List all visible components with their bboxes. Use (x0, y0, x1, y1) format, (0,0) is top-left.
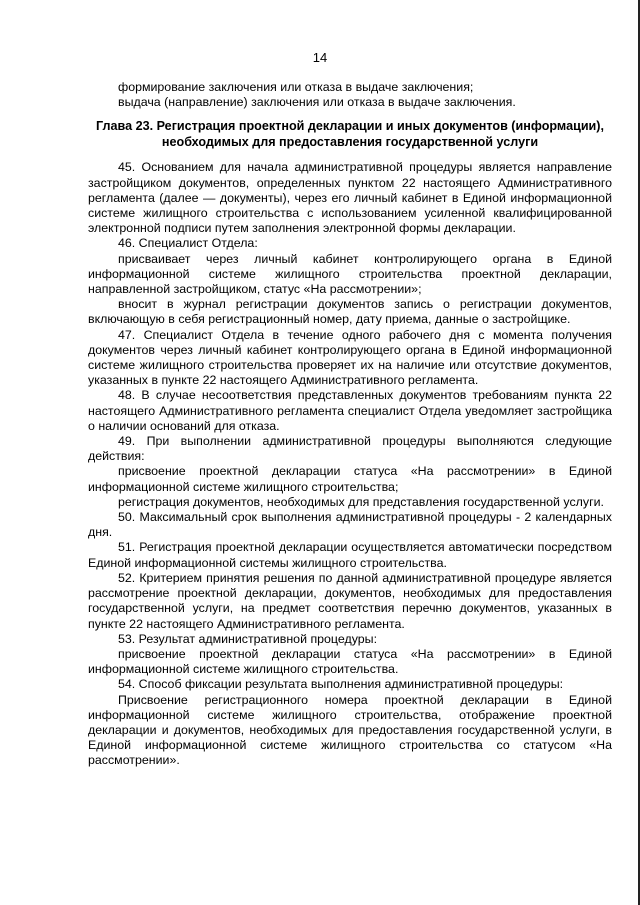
paragraph-54: 54. Способ фиксации результата выполнения административной процедуры: (118, 677, 564, 692)
paragraph: присвоение проектной декларации статуса «На рассмотрении» в Единой информационной системе жилищного строительства. (88, 646, 612, 677)
paragraph: присваивает через личный кабинет контролирующего органа в Единой информационной системе жилищного строительства проектной декларации, направленной застройщиком, статус «На рассмотрении»; (88, 251, 612, 297)
paragraph: регистрация документов, необходимых для представления государственной услуги. (118, 494, 604, 509)
list-item: выдача (направление) заключения или отказа в выдаче заключения. (118, 95, 516, 110)
paragraph-50: 50. Максимальный срок выполнения административной процедуры - 2 календарных дня. (88, 510, 612, 540)
paragraph-51: 51. Регистрация проектной декларации осуществляется автоматически посредством Единой информационной системы жилищного строительства. (88, 540, 612, 570)
paragraph-52: 52. Критерием принятия решения по данной административной процедуре является рассмотрение проектной декларации, документов, необходимых для предоставления государственной услуги, на предмет соответствия перечню документов, указанных в пункте 22 настоящего Административного регламента. (88, 570, 612, 631)
page-number: 14 (312, 50, 328, 65)
paragraph: присвоение проектной декларации статуса «На рассмотрении» в Единой информационной системе жилищного строительства; (88, 464, 612, 494)
page-content (88, 80, 612, 769)
paragraph: Присвоение регистрационного номера проектной декларации в Единой информационной системе жилищного строительства, отображение проектной декларации и документов, необходимых для предоставления государственной услуги, в Единой информационной системе жилищного строительства со статусом «На рассмотрении». (88, 692, 612, 768)
paragraph: вносит в журнал регистрации документов запись о регистрации документов, включающую в себя регистрационный номер, дату приема, данные о застройщике. (88, 297, 612, 327)
paragraph-45: 45. Основанием для начала административной процедуры является направление застройщиком документов, определенных пунктом 22 настоящего Административного регламента (далее — документы), через его личный кабинет в Единой информационной системе жилищного строительства с использованием усиленной квалифицированной электронной подписи путем заполнения электронной формы декларации. (88, 160, 612, 236)
paragraph-49: 49. При выполнении административной процедуры выполняются следующие действия: (88, 434, 612, 464)
paragraph-46: 46. Специалист Отдела: (118, 236, 258, 251)
paragraph-48: 48. В случае несоответствия представленных документов требованиям пункта 22 настоящего Административного регламента специалист Отдела уведомляет застройщика о наличии оснований для отказа. (88, 388, 612, 433)
list-item: формирование заключения или отказа в выдаче заключения; (118, 80, 474, 94)
paragraph-53: 53. Результат административной процедуры: (118, 631, 378, 646)
paragraph-47: 47. Специалист Отдела в течение одного рабочего дня с момента получения документов через личный кабинет контролирующего органа в Единой информационной системе жилищного строительства проверяет их на наличие или отсутствие документов, указанных в пункте 22 настоящего Административного регламента. (88, 327, 612, 388)
chapter-heading: Глава 23. Регистрация проектной декларации и иных документов (информации), необходимых для предоставления государственной услуги (96, 119, 604, 150)
